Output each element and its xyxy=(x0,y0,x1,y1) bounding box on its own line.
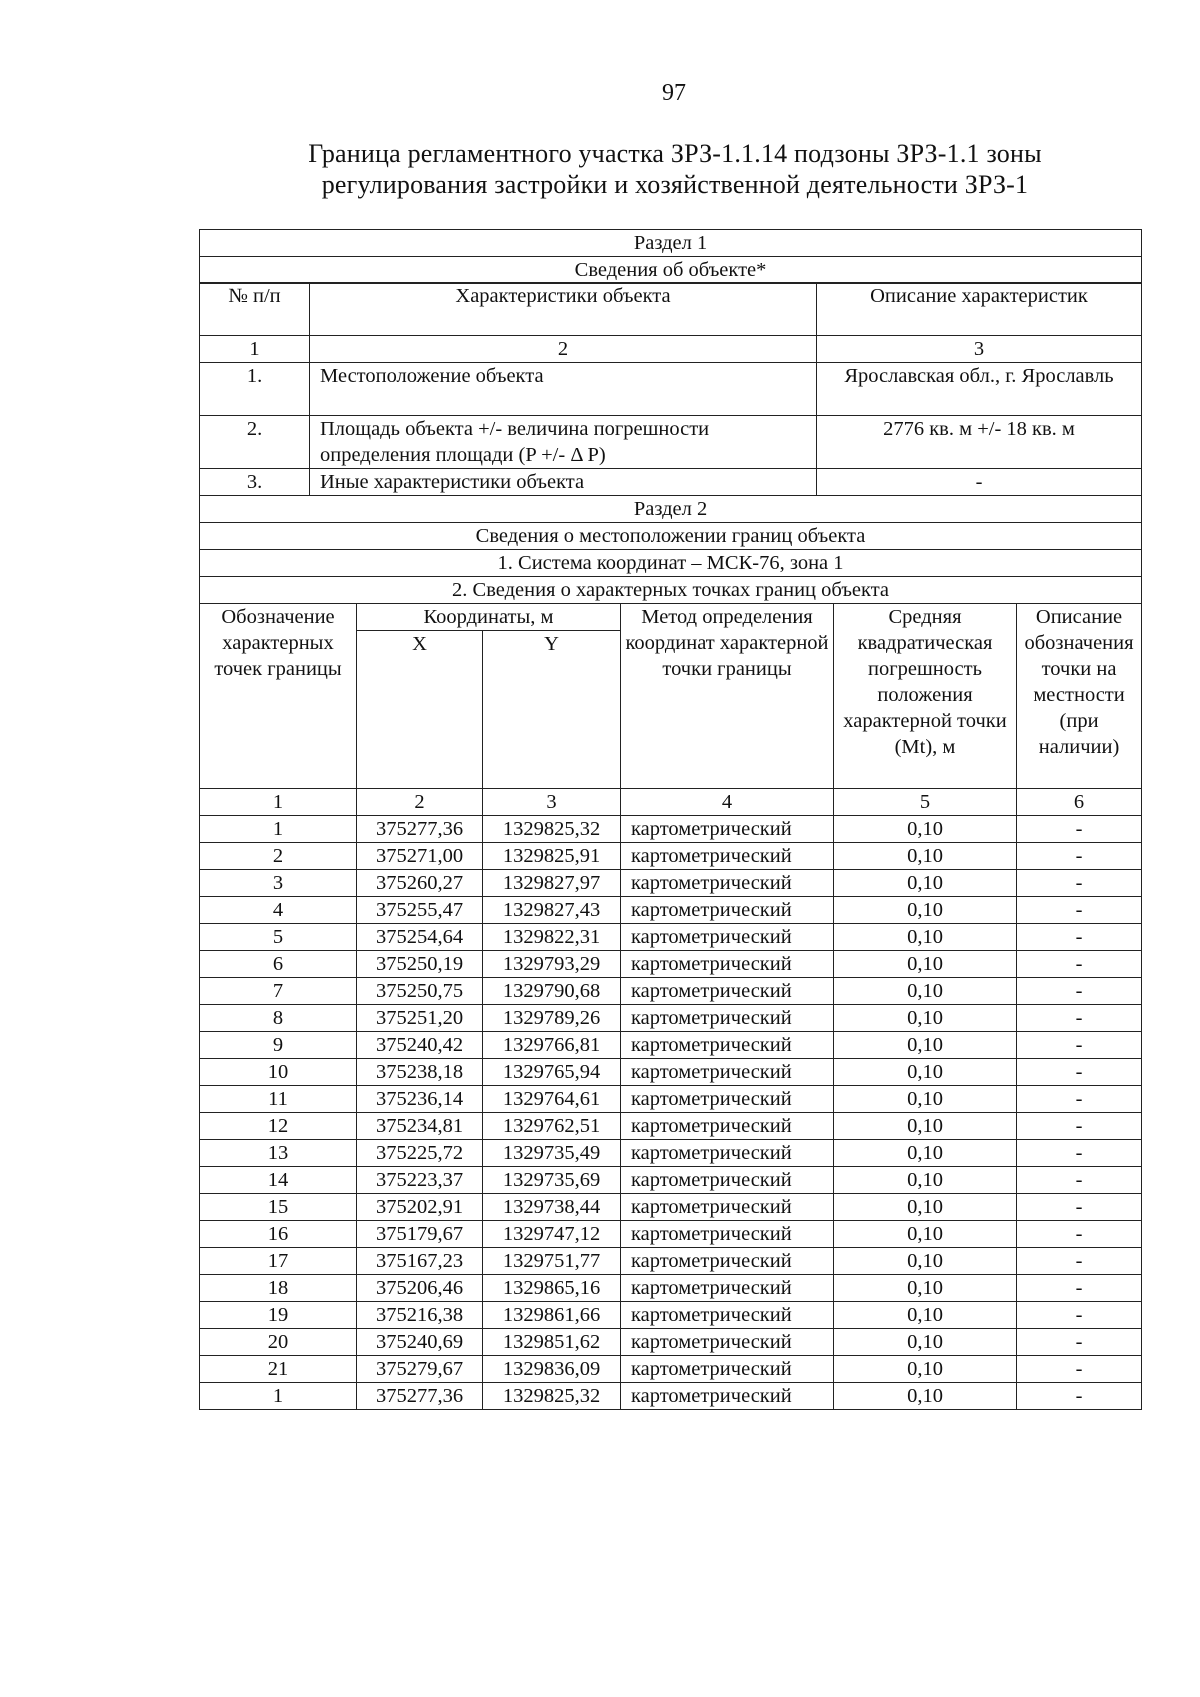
table-row xyxy=(200,1004,1142,1031)
method: картометрический xyxy=(621,1274,834,1301)
method: картометрический xyxy=(621,1004,834,1031)
mean-error: 0,10 xyxy=(834,1139,1017,1166)
point-description: - xyxy=(1017,1031,1142,1058)
boundary-table xyxy=(199,229,1141,1410)
coord-y: 1329765,94 xyxy=(483,1058,621,1085)
coord-y: 1329827,43 xyxy=(483,896,621,923)
method: картометрический xyxy=(621,923,834,950)
method: картометрический xyxy=(621,1112,834,1139)
method: картометрический xyxy=(621,1058,834,1085)
mean-error: 0,10 xyxy=(834,815,1017,842)
point-description: - xyxy=(1017,1085,1142,1112)
coord-y: 1329747,12 xyxy=(483,1220,621,1247)
table-row xyxy=(200,1328,1142,1355)
header-error: Средняя квадратическая погрешность положения характерной точки (Mt), м xyxy=(834,603,1017,788)
point-description: - xyxy=(1017,1139,1142,1166)
coord-y: 1329865,16 xyxy=(483,1274,621,1301)
col-number: 5 xyxy=(834,788,1017,815)
point-label: 20 xyxy=(200,1328,357,1355)
method: картометрический xyxy=(621,1301,834,1328)
method: картометрический xyxy=(621,842,834,869)
point-description: - xyxy=(1017,1328,1142,1355)
point-description: - xyxy=(1017,1004,1142,1031)
coord-x: 375236,14 xyxy=(357,1085,483,1112)
coord-y: 1329825,32 xyxy=(483,815,621,842)
coord-y: 1329861,66 xyxy=(483,1301,621,1328)
coord-y: 1329766,81 xyxy=(483,1031,621,1058)
coord-x: 375167,23 xyxy=(357,1247,483,1274)
coord-x: 375279,67 xyxy=(357,1355,483,1382)
point-label: 13 xyxy=(200,1139,357,1166)
col-number: 1 xyxy=(200,336,310,363)
mean-error: 0,10 xyxy=(834,1220,1017,1247)
point-description: - xyxy=(1017,977,1142,1004)
mean-error: 0,10 xyxy=(834,896,1017,923)
point-label: 3 xyxy=(200,869,357,896)
title-line-1: Граница регламентного участка ЗРЗ-1.1.14 подзоны ЗРЗ-1.1 зоны xyxy=(308,139,1042,168)
point-label: 18 xyxy=(200,1274,357,1301)
col-number: 2 xyxy=(310,336,817,363)
document-title xyxy=(230,138,1120,200)
mean-error: 0,10 xyxy=(834,1355,1017,1382)
header-characteristic: Характеристики объекта xyxy=(310,283,817,336)
point-description: - xyxy=(1017,896,1142,923)
coord-y: 1329735,69 xyxy=(483,1166,621,1193)
row-characteristic: Площадь объекта +/- величина погрешности определения площади (P +/- Δ P) xyxy=(310,416,817,469)
point-description: - xyxy=(1017,1166,1142,1193)
table-row xyxy=(200,1274,1142,1301)
coord-x: 375234,81 xyxy=(357,1112,483,1139)
header-x: X xyxy=(357,630,483,788)
mean-error: 0,10 xyxy=(834,1301,1017,1328)
header-num: № п/п xyxy=(200,283,310,336)
point-label: 19 xyxy=(200,1301,357,1328)
table-row xyxy=(200,469,1142,496)
point-description: - xyxy=(1017,1355,1142,1382)
coord-y: 1329793,29 xyxy=(483,950,621,977)
point-label: 11 xyxy=(200,1085,357,1112)
row-num: 3. xyxy=(200,469,310,496)
table-row xyxy=(200,1139,1142,1166)
row-characteristic: Местоположение объекта xyxy=(310,363,817,416)
coord-x: 375223,37 xyxy=(357,1166,483,1193)
header-point: Обозначение характерных точек границы xyxy=(200,603,357,788)
section1-subtitle: Сведения об объекте* xyxy=(200,257,1142,284)
col-number: 4 xyxy=(621,788,834,815)
point-label: 1 xyxy=(200,1382,357,1409)
coord-y: 1329836,09 xyxy=(483,1355,621,1382)
point-label: 4 xyxy=(200,896,357,923)
section2-subtitle: Сведения о местоположении границ объекта xyxy=(200,522,1142,549)
col-number: 2 xyxy=(357,788,483,815)
coord-x: 375250,75 xyxy=(357,977,483,1004)
point-description: - xyxy=(1017,815,1142,842)
table-row xyxy=(200,896,1142,923)
coord-x: 375202,91 xyxy=(357,1193,483,1220)
table-row xyxy=(200,977,1142,1004)
coord-x: 375254,64 xyxy=(357,923,483,950)
point-label: 2 xyxy=(200,842,357,869)
table-row xyxy=(200,950,1142,977)
point-label: 9 xyxy=(200,1031,357,1058)
title-line-2: регулирования застройки и хозяйственной деятельности ЗРЗ-1 xyxy=(321,170,1029,199)
coord-y: 1329827,97 xyxy=(483,869,621,896)
point-description: - xyxy=(1017,1193,1142,1220)
coord-x: 375206,46 xyxy=(357,1274,483,1301)
method: картометрический xyxy=(621,1085,834,1112)
point-description: - xyxy=(1017,869,1142,896)
mean-error: 0,10 xyxy=(834,1166,1017,1193)
method: картометрический xyxy=(621,1355,834,1382)
mean-error: 0,10 xyxy=(834,1031,1017,1058)
point-label: 21 xyxy=(200,1355,357,1382)
row-description: Ярославская обл., г. Ярославль xyxy=(817,363,1142,416)
coord-x: 375240,69 xyxy=(357,1328,483,1355)
mean-error: 0,10 xyxy=(834,923,1017,950)
table-row xyxy=(200,1220,1142,1247)
table-row xyxy=(200,1301,1142,1328)
method: картометрический xyxy=(621,1166,834,1193)
header-desc: Описание обозначения точки на местности (при наличии) xyxy=(1017,603,1142,788)
coord-x: 375255,47 xyxy=(357,896,483,923)
coord-x: 375240,42 xyxy=(357,1031,483,1058)
method: картометрический xyxy=(621,896,834,923)
coord-y: 1329735,49 xyxy=(483,1139,621,1166)
header-y: Y xyxy=(483,630,621,788)
method: картометрический xyxy=(621,1382,834,1409)
table-row xyxy=(200,1193,1142,1220)
mean-error: 0,10 xyxy=(834,1004,1017,1031)
point-description: - xyxy=(1017,923,1142,950)
table-row xyxy=(200,1382,1142,1409)
table-row xyxy=(200,923,1142,950)
mean-error: 0,10 xyxy=(834,1085,1017,1112)
col-number: 3 xyxy=(483,788,621,815)
mean-error: 0,10 xyxy=(834,869,1017,896)
table-row xyxy=(200,1058,1142,1085)
point-label: 10 xyxy=(200,1058,357,1085)
point-label: 6 xyxy=(200,950,357,977)
coord-y: 1329822,31 xyxy=(483,923,621,950)
point-label: 16 xyxy=(200,1220,357,1247)
coord-y: 1329751,77 xyxy=(483,1247,621,1274)
row-num: 1. xyxy=(200,363,310,416)
method: картометрический xyxy=(621,1247,834,1274)
method: картометрический xyxy=(621,1220,834,1247)
point-label: 5 xyxy=(200,923,357,950)
coord-y: 1329789,26 xyxy=(483,1004,621,1031)
header-method: Метод определения координат характерной точки границы xyxy=(621,603,834,788)
method: картометрический xyxy=(621,1031,834,1058)
table-row xyxy=(200,1166,1142,1193)
coord-y: 1329790,68 xyxy=(483,977,621,1004)
point-description: - xyxy=(1017,1274,1142,1301)
section1-title: Раздел 1 xyxy=(200,230,1142,257)
coord-x: 375238,18 xyxy=(357,1058,483,1085)
coord-x: 375277,36 xyxy=(357,1382,483,1409)
page-number: 97 xyxy=(662,80,686,106)
mean-error: 0,10 xyxy=(834,950,1017,977)
row-num: 2. xyxy=(200,416,310,469)
coord-x: 375277,36 xyxy=(357,815,483,842)
coord-y: 1329762,51 xyxy=(483,1112,621,1139)
coord-x: 375179,67 xyxy=(357,1220,483,1247)
point-description: - xyxy=(1017,1220,1142,1247)
coord-y: 1329738,44 xyxy=(483,1193,621,1220)
point-description: - xyxy=(1017,842,1142,869)
mean-error: 0,10 xyxy=(834,1058,1017,1085)
coord-y: 1329825,91 xyxy=(483,842,621,869)
table-row xyxy=(200,815,1142,842)
mean-error: 0,10 xyxy=(834,1382,1017,1409)
point-label: 17 xyxy=(200,1247,357,1274)
points-title: 2. Сведения о характерных точках границ объекта xyxy=(200,576,1142,603)
method: картометрический xyxy=(621,815,834,842)
point-description: - xyxy=(1017,1058,1142,1085)
coord-x: 375216,38 xyxy=(357,1301,483,1328)
col-number: 1 xyxy=(200,788,357,815)
point-label: 7 xyxy=(200,977,357,1004)
coord-y: 1329851,62 xyxy=(483,1328,621,1355)
table-row xyxy=(200,1085,1142,1112)
coord-x: 375250,19 xyxy=(357,950,483,977)
table-row xyxy=(200,1031,1142,1058)
table-row xyxy=(200,1112,1142,1139)
method: картометрический xyxy=(621,1139,834,1166)
mean-error: 0,10 xyxy=(834,1112,1017,1139)
point-description: - xyxy=(1017,1301,1142,1328)
section2-title: Раздел 2 xyxy=(200,495,1142,522)
coord-x: 375251,20 xyxy=(357,1004,483,1031)
table-row xyxy=(200,869,1142,896)
point-description: - xyxy=(1017,1247,1142,1274)
method: картометрический xyxy=(621,869,834,896)
coord-x: 375271,00 xyxy=(357,842,483,869)
point-label: 1 xyxy=(200,815,357,842)
mean-error: 0,10 xyxy=(834,977,1017,1004)
point-label: 8 xyxy=(200,1004,357,1031)
mean-error: 0,10 xyxy=(834,1247,1017,1274)
point-label: 12 xyxy=(200,1112,357,1139)
point-description: - xyxy=(1017,950,1142,977)
method: картометрический xyxy=(621,950,834,977)
header-description: Описание характеристик xyxy=(817,283,1142,336)
method: картометрический xyxy=(621,1193,834,1220)
table-row xyxy=(200,1247,1142,1274)
table-row xyxy=(200,842,1142,869)
table-row xyxy=(200,1355,1142,1382)
col-number: 3 xyxy=(817,336,1142,363)
coord-x: 375225,72 xyxy=(357,1139,483,1166)
point-description: - xyxy=(1017,1382,1142,1409)
coord-system: 1. Система координат – МСК-76, зона 1 xyxy=(200,549,1142,576)
point-label: 14 xyxy=(200,1166,357,1193)
point-label: 15 xyxy=(200,1193,357,1220)
method: картометрический xyxy=(621,1328,834,1355)
coord-x: 375260,27 xyxy=(357,869,483,896)
mean-error: 0,10 xyxy=(834,1328,1017,1355)
row-description: 2776 кв. м +/- 18 кв. м xyxy=(817,416,1142,469)
coord-y: 1329764,61 xyxy=(483,1085,621,1112)
table-row xyxy=(200,363,1142,416)
col-number: 6 xyxy=(1017,788,1142,815)
row-characteristic: Иные характеристики объекта xyxy=(310,469,817,496)
header-coords: Координаты, м xyxy=(357,603,621,630)
mean-error: 0,10 xyxy=(834,1274,1017,1301)
method: картометрический xyxy=(621,977,834,1004)
coord-y: 1329825,32 xyxy=(483,1382,621,1409)
point-description: - xyxy=(1017,1112,1142,1139)
row-description: - xyxy=(817,469,1142,496)
mean-error: 0,10 xyxy=(834,842,1017,869)
mean-error: 0,10 xyxy=(834,1193,1017,1220)
table-row xyxy=(200,416,1142,469)
